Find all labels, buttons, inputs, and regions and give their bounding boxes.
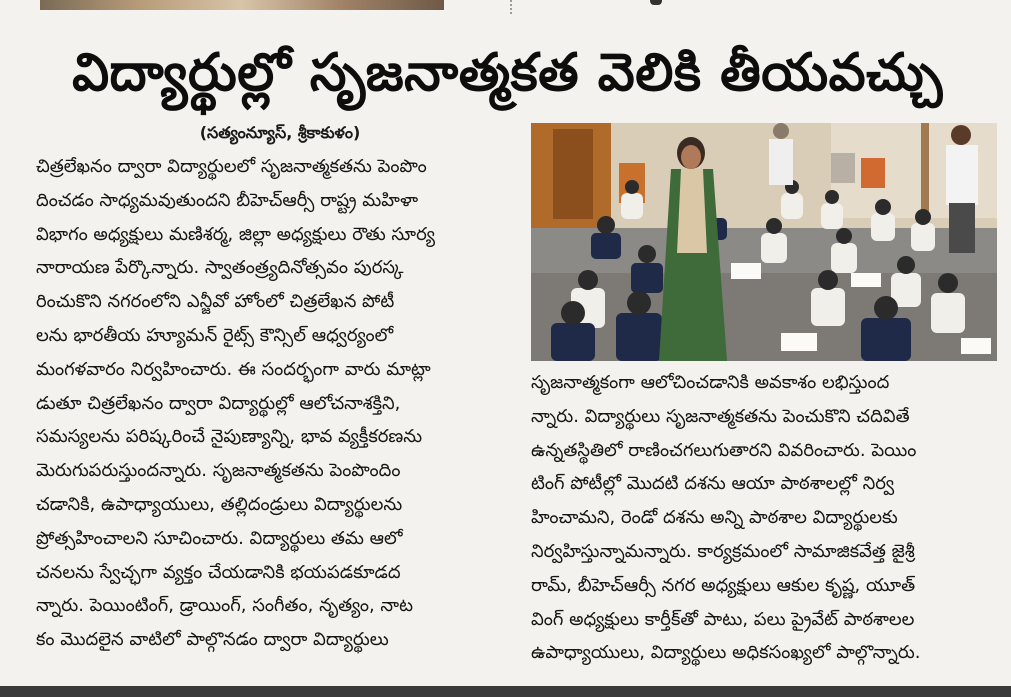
left-column-paragraph [36,150,514,657]
column-divider [510,0,512,14]
text-line: టింగ్ పోటీల్లో మొదటి దశను ఆయా పాఠశాలల్లో నిర్వ [531,473,895,495]
text-line: మెరుగుపరుస్తుందన్నారు. సృజనాత్మకతను పెంపొందిం [36,460,401,482]
text-line: చనలను స్వేచ్ఛగా వ్యక్తం చేయడానికి భయపడకూడద [36,561,401,583]
text-line: విభాగం అధ్యక్షులు మణిశర్మ, జిల్లా అధ్యక్షులు రౌతు సూర్య [36,223,435,245]
text-line: సమస్యలను పరిష్కరించే నైపుణ్యాన్ని, భావ వ్యక్తీకరణను [36,426,423,448]
right-column-paragraph [531,366,1001,670]
article-body-right-column [531,366,1001,670]
text-line: హించామని, రెండో దశను అన్ని పాఠశాల విద్యార్థులకు [531,507,898,529]
text-line: వింగ్ అధ్యక్షులు కార్తీక్‌తో పాటు, పలు ప్రైవేట్ పాఠశాలల [531,608,915,630]
page-bottom-edge [0,686,1011,697]
text-line: చిత్రలేఖనం ద్వారా విద్యార్థులలో సృజనాత్మకతను పెంపొం [36,156,427,177]
text-line: రామ్, బీహెచ్ఆర్సీ నగర అధ్యక్షులు ఆకుల కృష్ణ, యూత్ [531,574,916,596]
text-line: న్నారు. పెయింటింగ్, డ్రాయింగ్, సంగీతం, నృత్యం, నాట [36,595,414,617]
text-line: ఉపాధ్యాయులు, విద్యార్థులు అధికసంఖ్యలో పాల్గొన్నారు. [531,642,921,664]
text-line: డుతూ చిత్రలేఖనం ద్వారా విద్యార్థుల్లో ఆలోచనాశక్తిని, [36,392,401,414]
text-line: కం మొదలైన వాటిలో పాల్గొనడం ద్వారా విద్యార్థులు [36,629,389,651]
previous-photo-edge [40,0,444,10]
classroom-drawing-competition-photo [531,123,997,361]
text-line: మంగళవారం నిర్వహించారు. ఈ సందర్భంగా వారు మాట్లా [36,358,431,380]
text-line: న్నారు. విద్యార్థులు సృజనాత్మకతను పెంచుకొని చదివితే [531,405,910,427]
text-line: దించడం సాధ్యమవుతుందని బీహెచ్ఆర్సీ రాష్ట్ర మహిళా [36,189,419,211]
text-line: నారాయణ పేర్కొన్నారు. స్వాతంత్ర్యదినోత్సవం పురస్క [36,257,404,279]
previous-text-fragment [650,0,662,5]
text-line: ప్రోత్సహించాలని సూచించారు. విద్యార్థులు తమ ఆలో [36,527,403,549]
text-line: చడానికి, ఉపాధ్యాయులు, తల్లిదండ్రులు విద్యార్థులను [36,493,403,515]
text-line: నిర్వహిస్తున్నామన్నారు. కార్యక్రమంలో సామాజికవేత్త జైశ్రీ [531,540,915,562]
article-dateline: (సత్యంన్యూస్, శ్రీకాకుళం) [199,123,361,142]
text-line: లను భారతీయ హ్యూమన్ రైట్స్ కౌన్సిల్ ఆధ్వర్యంలో [36,324,394,346]
top-strip [0,0,1011,14]
article-headline: విద్యార్థుల్లో సృజనాత్మకత వెలికి తీయవచ్చు [72,43,943,103]
article-body-left-column [36,150,514,657]
text-line: ఉన్నతస్థితిలో రాణించగలుగుతారని వివరించారు. పెయిం [531,439,917,461]
text-line: సృజనాత్మకంగా ఆలోచించడానికి అవకాశం లభిస్తుంద [531,372,890,393]
event-photo [531,123,997,361]
text-line: రించుకొని నగరంలోని ఎన్జీవో హోంలో చిత్రలేఖన పోటీ [36,291,395,313]
